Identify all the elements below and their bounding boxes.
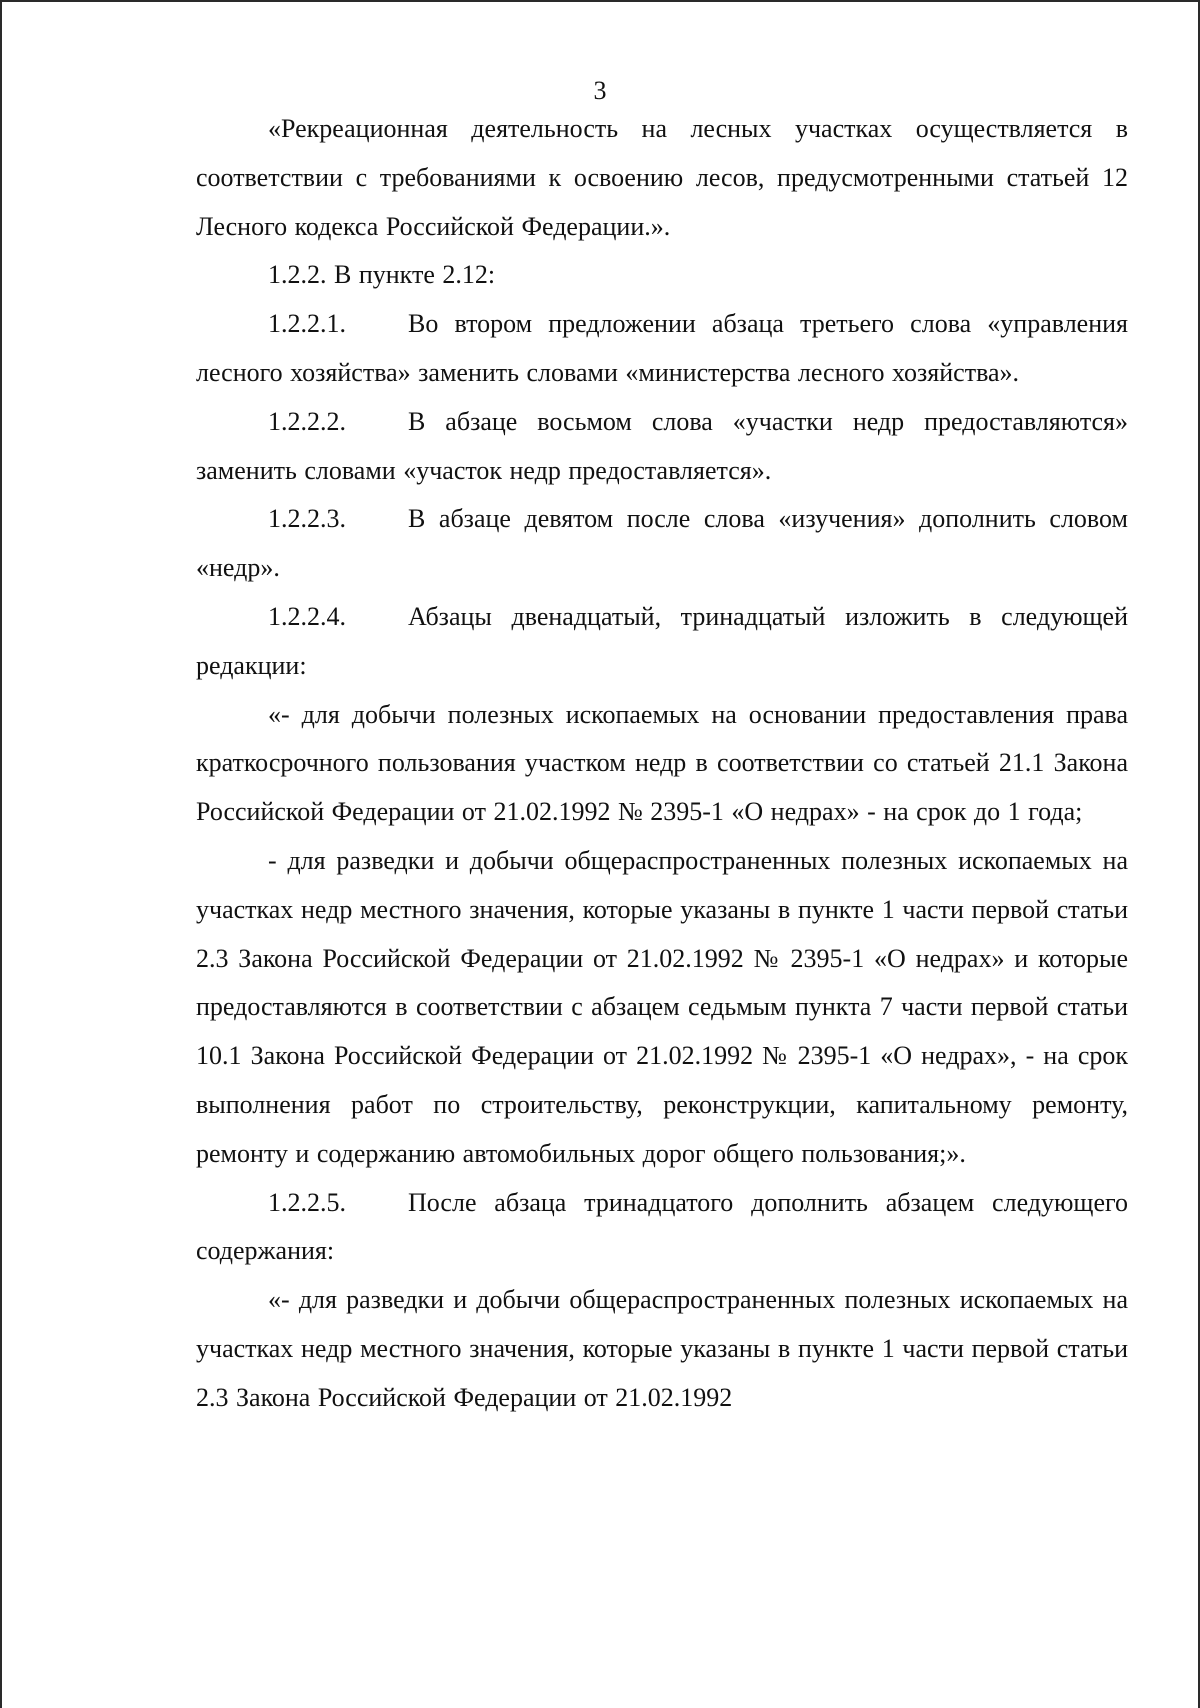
- paragraph-text: После абзаца тринадцатого дополнить абзацем следующего содержания:: [196, 1187, 1128, 1266]
- paragraph-text: В абзаце восьмом слова «участки недр предоставляются» заменить словами «участок недр предоставляется».: [196, 406, 1128, 485]
- item-number: 1.2.2.4.: [268, 601, 346, 631]
- paragraph-recreational-activity: [196, 105, 1128, 251]
- paragraph-exploration-road-works: [196, 837, 1128, 1179]
- item-number: 1.2.2.5.: [268, 1187, 346, 1217]
- paragraph-text: Абзацы двенадцатый, тринадцатый изложить в следующей редакции:: [196, 601, 1128, 680]
- paragraph-1-2-2-4: [196, 593, 1128, 691]
- paragraph-text: «- для добычи полезных ископаемых на основании предоставления права краткосрочного пользования участком недр в соответствии со статьей 21.1 Закона Российской Федерации от 21.02.1992 № 2395-1 «О недрах» - на срок до 1 года;: [196, 699, 1128, 827]
- page-number: 3: [593, 76, 607, 105]
- paragraph-1-2-2-1: [196, 300, 1128, 398]
- item-number: 1.2.2.3.: [268, 504, 346, 534]
- paragraph-text: Во втором предложении абзаца третьего слова «управления лесного хозяйства» заменить словами «министерства лесного хозяйства».: [196, 309, 1128, 387]
- paragraph-new-exploration-clause: [196, 1276, 1128, 1422]
- paragraph-1-2-2-3: [196, 495, 1128, 593]
- paragraph-text: В абзаце девятом после слова «изучения» дополнить словом «недр».: [196, 504, 1128, 583]
- item-number: 1.2.2.2.: [268, 406, 346, 436]
- paragraph-1-2-2: [196, 251, 1128, 300]
- paragraph-text: «- для разведки и добычи общераспространенных полезных ископаемых на участках недр местного значения, которые указаны в пункте 1 части первой статьи 2.3 Закона Российской Федерации от 21.02.1992: [196, 1285, 1128, 1412]
- paragraph-quoted-short-term-use: [196, 691, 1128, 837]
- paragraph-text: - для разведки и добычи общераспространенных полезных ископаемых на участках недр местного значения, которые указаны в пункте 1 части первой статьи 2.3 Закона Российской Федерации от 21.02.1992 № 2395-1 «О недрах» и которые предоставляются в соответствии с абзацем седьмым пункта 7 части первой статьи 10.1 Закона Российской Федерации от 21.02.1992 № 2395-1 «О недрах», - на срок выполнения работ по строительству, реконструкции, капитальному ремонту, ремонту и содержанию автомобильных дорог общего пользования;».: [196, 845, 1128, 1168]
- paragraph-text: «Рекреационная деятельность на лесных участках осуществляется в соответствии с требованиями к освоению лесов, предусмотренными статьей 12 Лесного кодекса Российской Федерации.».: [196, 114, 1128, 241]
- paragraph-1-2-2-2: [196, 398, 1128, 496]
- paragraph-text: 1.2.2. В пункте 2.12:: [268, 260, 496, 290]
- document-body: [196, 105, 1128, 1423]
- item-number: 1.2.2.1.: [268, 309, 346, 339]
- paragraph-1-2-2-5: [196, 1179, 1128, 1277]
